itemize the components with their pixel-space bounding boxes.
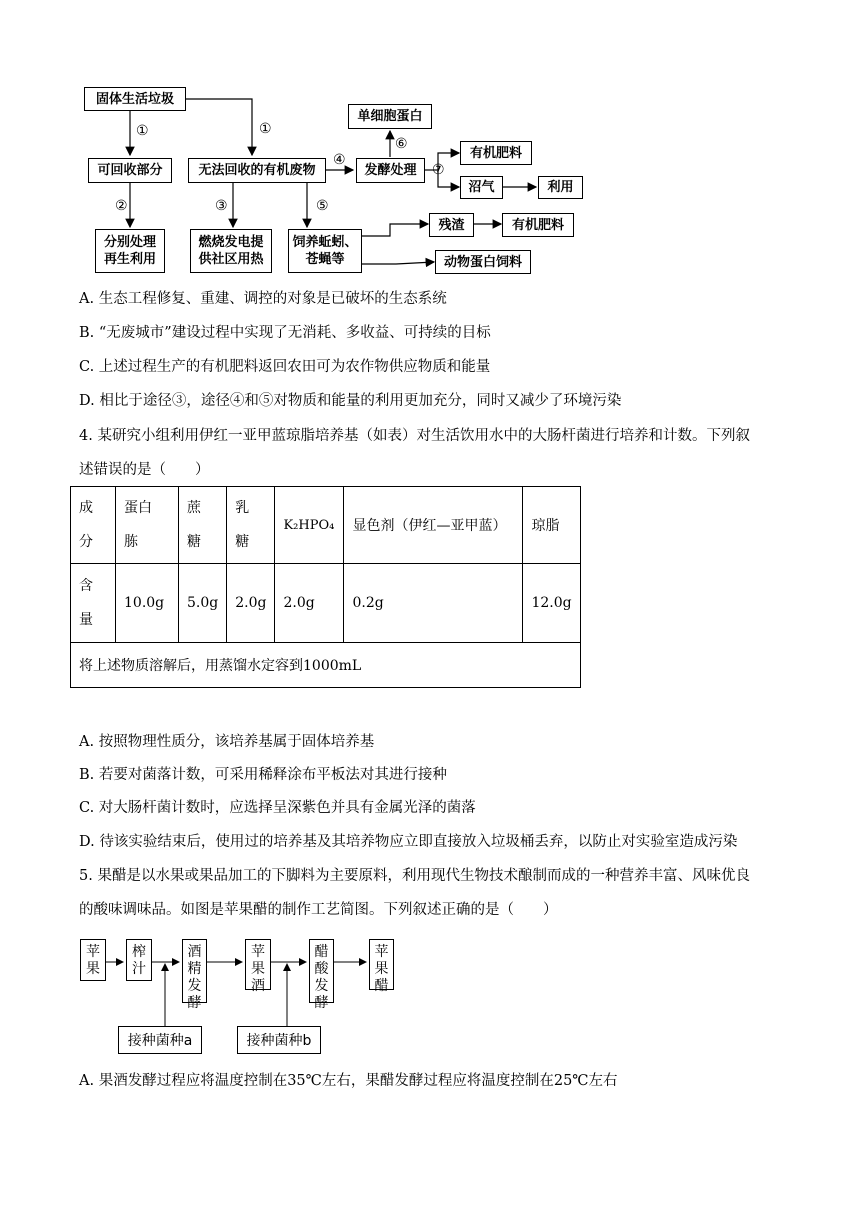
box-fermentation: 发酵处理 xyxy=(356,158,425,183)
q5-stem-line2: 的酸味调味品。如图是苹果醋的制作工艺简图。下列叙述正确的是（ ） xyxy=(79,902,558,918)
ingredient-sucrose xyxy=(179,487,227,564)
box-use: 利用 xyxy=(538,176,583,199)
head-char: 含 xyxy=(79,578,93,594)
q4-option-b: B. 若要对菌落计数，可采用稀释涂布平板法对其进行接种 xyxy=(79,767,447,783)
path-label-3: ③ xyxy=(215,198,228,214)
amount-agar: 12.0g xyxy=(523,564,580,643)
head-char: 分 xyxy=(79,534,93,550)
ingredient-indicator: 显色剂（伊红—亚甲蓝） xyxy=(344,487,523,564)
box-solid-waste: 固体生活垃圾 xyxy=(84,87,186,111)
table-note: 将上述物质溶解后，用蒸馏水定容到1000mL xyxy=(71,643,581,688)
cell-text: 蛋白 xyxy=(124,500,152,516)
amount-sucrose: 5.0g xyxy=(179,564,227,643)
q4-stem-line1: 4. 某研究小组利用伊红一亚甲蓝琼脂培养基（如表）对生活饮用水中的大肠杆菌进行培养和计数。下列叙 xyxy=(79,428,750,444)
q3-option-b: B. “无废城市”建设过程中实现了无消耗、多收益、可持续的目标 xyxy=(79,325,491,341)
box-organic-fertilizer-b: 有机肥料 xyxy=(502,213,574,237)
box-biogas: 沼气 xyxy=(460,176,503,199)
amount-peptone: 10.0g xyxy=(116,564,179,643)
cell-text: 乳 xyxy=(235,500,250,516)
ingredient-peptone xyxy=(116,487,179,564)
q4-option-d: D. 待该实验结束后，使用过的培养基及其培养物应立即直接放入垃圾桶丢弃，以防止对实验室造成污染 xyxy=(79,834,738,850)
q4-option-a: A. 按照物理性质分，该培养基属于固体培养基 xyxy=(79,734,375,750)
q3-option-a: A. 生态工程修复、重建、调控的对象是已破坏的生态系统 xyxy=(79,291,447,307)
amount-lactose: 2.0g xyxy=(227,564,275,643)
step-juicing: 榨汁 xyxy=(126,939,152,981)
cell-text: 蔗 xyxy=(187,500,201,516)
q4-stem-line2: 述错误的是（ ） xyxy=(79,462,210,478)
path-label-1b: ① xyxy=(259,121,272,137)
box-recyclable: 可回收部分 xyxy=(88,158,172,183)
amount-indicator: 0.2g xyxy=(344,564,523,643)
head-char: 成 xyxy=(79,500,93,516)
box-single-cell-protein: 单细胞蛋白 xyxy=(348,104,432,129)
path-label-5: ⑤ xyxy=(316,198,329,214)
step-cider: 苹果酒 xyxy=(245,939,271,990)
step-apple-vinegar: 苹果醋 xyxy=(369,939,394,990)
path-label-1a: ① xyxy=(136,123,149,139)
path-label-7: ⑦ xyxy=(432,162,445,178)
cell-text: 糖 xyxy=(187,534,201,550)
path-label-2: ② xyxy=(115,198,128,214)
step-acetic-fermentation: 醋酸发酵 xyxy=(309,939,334,1003)
table-head-amount xyxy=(71,564,116,643)
q5-stem-line1: 5. 果醋是以水果或果品加工的下脚料为主要原料，利用现代生物技术酿制而成的一种营养丰富、风味优良 xyxy=(79,868,750,884)
step-alcohol-fermentation: 酒精发酵 xyxy=(182,939,207,1003)
box-residue: 残渣 xyxy=(429,213,474,237)
q3-option-c: C. 上述过程生产的有机肥料返回农田可为农作物供应物质和能量 xyxy=(79,359,491,375)
table-head-ingredient xyxy=(71,487,116,564)
ingredient-agar: 琼脂 xyxy=(523,487,580,564)
medium-table xyxy=(70,486,581,688)
inoculate-strain-a: 接种菌种a xyxy=(118,1026,202,1054)
ingredient-lactose xyxy=(227,487,275,564)
path-label-4: ④ xyxy=(333,152,346,168)
box-burn-power: 燃烧发电提 供社区用热 xyxy=(190,229,272,273)
step-apple: 苹果 xyxy=(80,939,106,981)
box-feed-worms: 饲养蚯蚓、 苍蝇等 xyxy=(288,229,362,273)
cell-text: 糖 xyxy=(235,534,250,550)
cell-text: 胨 xyxy=(124,534,138,550)
box-animal-protein-feed: 动物蛋白饲料 xyxy=(435,250,531,274)
head-char: 量 xyxy=(79,612,93,628)
box-separate-recycle: 分别处理 再生利用 xyxy=(95,229,165,273)
ingredient-k2hpo4: K₂HPO₄ xyxy=(275,487,344,564)
box-organic-fertilizer-a: 有机肥料 xyxy=(460,141,532,165)
q5-option-a: A. 果酒发酵过程应将温度控制在35℃左右，果醋发酵过程应将温度控制在25℃左右 xyxy=(79,1073,618,1089)
path-label-6: ⑥ xyxy=(395,136,408,152)
amount-k2hpo4: 2.0g xyxy=(275,564,344,643)
box-organic-waste: 无法回收的有机废物 xyxy=(188,158,326,183)
q3-option-d: D. 相比于途径③，途径④和⑤对物质和能量的利用更加充分，同时又减少了环境污染 xyxy=(79,393,622,409)
q4-option-c: C. 对大肠杆菌计数时，应选择呈深紫色并具有金属光泽的菌落 xyxy=(79,800,476,816)
inoculate-strain-b: 接种菌种b xyxy=(237,1026,321,1054)
